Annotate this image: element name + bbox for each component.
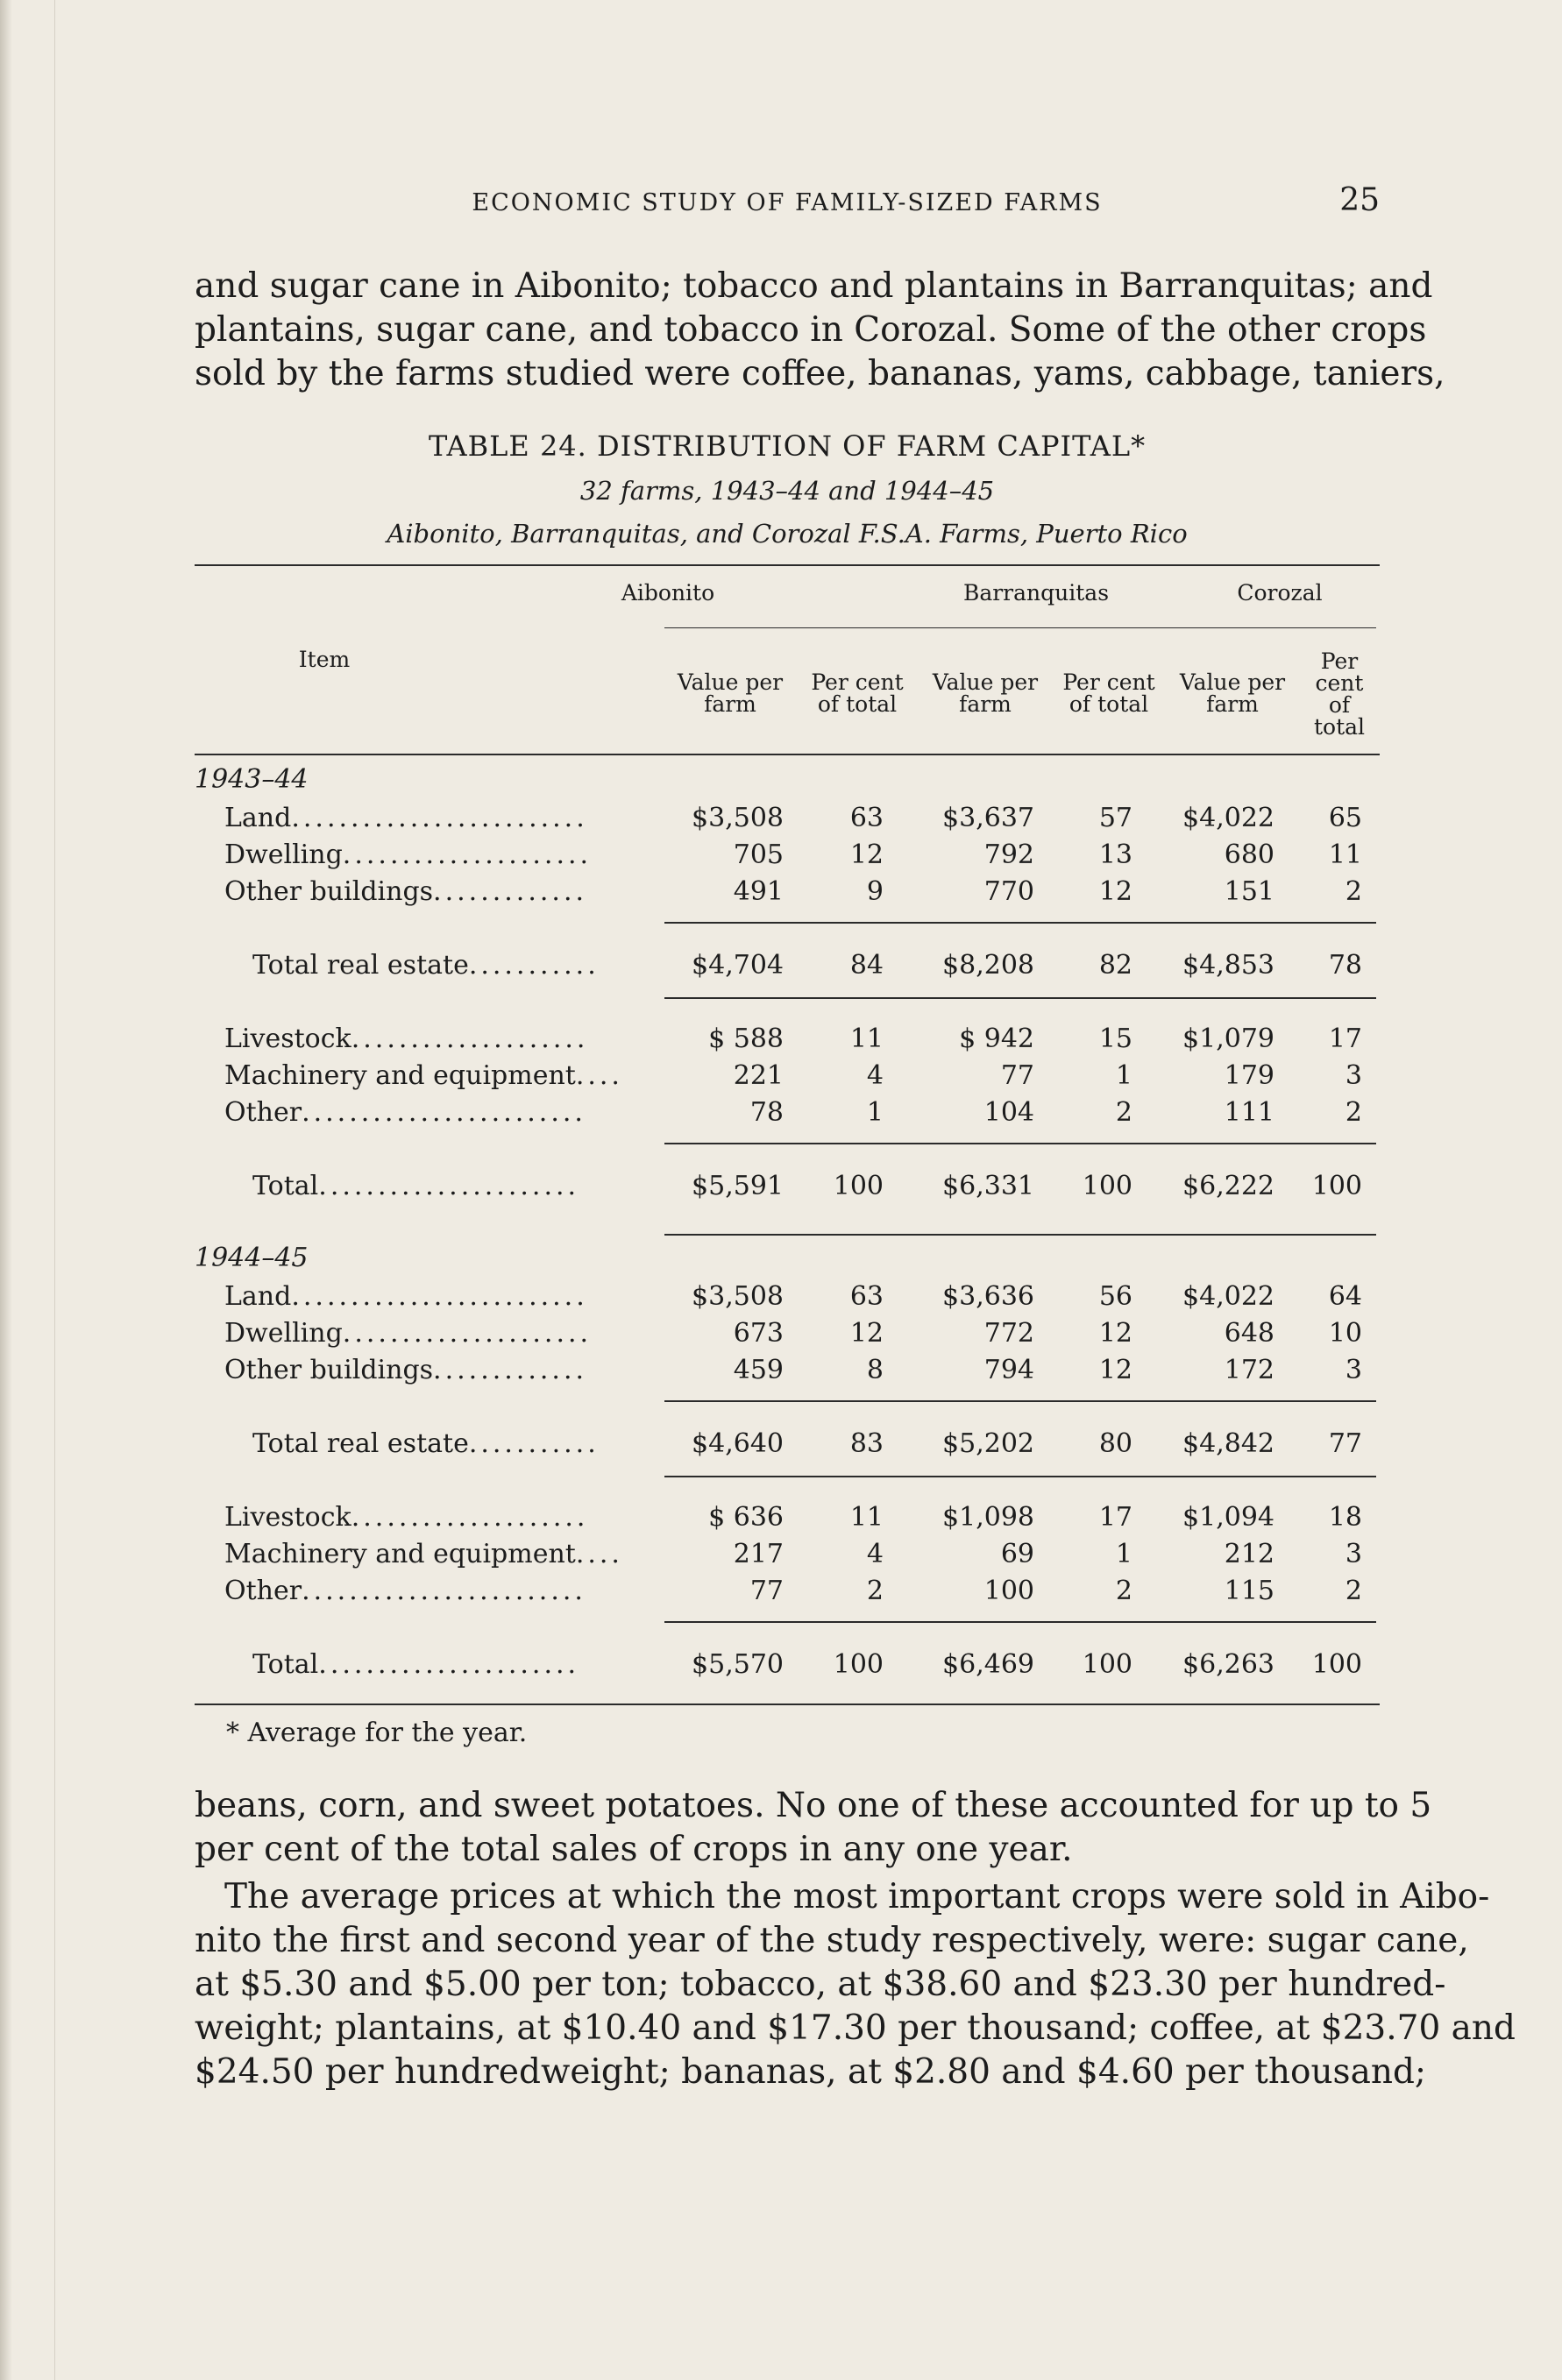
leader-dots: .... <box>575 1060 623 1091</box>
table-cell: 1 <box>866 1097 884 1128</box>
table-row <box>195 838 1380 873</box>
table-cell: $6,263 <box>1182 1649 1274 1680</box>
leader-dots: ........... <box>468 950 600 981</box>
table-cell: 217 <box>733 1539 784 1569</box>
page-number: 25 <box>1339 182 1380 218</box>
table-cell: 10 <box>1328 1318 1362 1349</box>
table-row <box>195 1574 1380 1609</box>
table-cell: 100 <box>1311 1171 1362 1201</box>
table-row <box>195 1022 1380 1057</box>
table-cell: 11 <box>849 1502 884 1533</box>
table-cell: 111 <box>1224 1097 1274 1128</box>
table-cell: 2 <box>1345 1576 1362 1606</box>
row-label <box>252 1647 579 1682</box>
table-row <box>195 1353 1380 1388</box>
section-year-label: 1944–45 <box>195 1243 309 1273</box>
table-cell: 9 <box>866 876 884 907</box>
table-cell: $4,842 <box>1182 1428 1274 1459</box>
table-cell: $6,331 <box>942 1171 1034 1201</box>
leader-dots: ..................... <box>342 839 593 870</box>
subtotal-rule <box>664 1400 1376 1402</box>
row-label-text: Total <box>252 1171 319 1201</box>
table-cell: 673 <box>733 1318 784 1349</box>
table-cell: 1 <box>1115 1539 1132 1569</box>
row-label <box>224 838 592 873</box>
table-title: TABLE 24. DISTRIBUTION OF FARM CAPITAL* <box>428 429 1147 463</box>
subtotal-rule <box>664 922 1376 924</box>
running-head <box>195 182 1380 224</box>
header-bottom-rule <box>195 754 1380 755</box>
leader-dots: ......................... <box>291 803 588 833</box>
table-cell: 65 <box>1328 803 1362 833</box>
table-cell: 2 <box>866 1576 884 1606</box>
table-cell: 56 <box>1098 1281 1132 1312</box>
table-cell: 12 <box>849 839 884 870</box>
table-cell: 83 <box>849 1428 884 1459</box>
table-cell: 78 <box>1328 950 1362 981</box>
table-cell: 12 <box>1098 1318 1132 1349</box>
col-header-pct-corozal: Per cent of total <box>1313 648 1366 740</box>
group-label: Aibonito <box>621 580 715 606</box>
table-row <box>195 1169 1380 1204</box>
table-cell: 3 <box>1345 1539 1362 1569</box>
leader-dots: ............. <box>433 876 588 907</box>
section-separator-rule <box>664 1234 1376 1236</box>
table-cell: 1 <box>1115 1060 1132 1091</box>
leader-dots: ........... <box>468 1428 600 1459</box>
table-cell: 12 <box>1098 876 1132 907</box>
row-label-text: Other buildings <box>224 876 434 907</box>
leader-dots: ............. <box>433 1355 588 1385</box>
table-cell: 179 <box>1224 1060 1274 1091</box>
table-cell: $ 942 <box>959 1024 1034 1054</box>
text-line: $24.50 per hundredweight; bananas, at $2.80 and $4.60 per thousand; <box>195 2052 1427 2092</box>
table-cell: $5,591 <box>692 1171 784 1201</box>
table-row <box>195 1059 1380 1094</box>
page-edge-shadow <box>0 0 12 2380</box>
text-line: weight; plantains, at $10.40 and $17.30 per thousand; coffee, at $23.70 and <box>195 2008 1516 2048</box>
row-label <box>224 1537 623 1572</box>
table-cell: 100 <box>1311 1649 1362 1680</box>
table-footnote: * Average for the year. <box>226 1718 528 1748</box>
table-cell: 770 <box>983 876 1034 907</box>
table-cell: 12 <box>1098 1355 1132 1385</box>
table-subtitle: 32 farms, 1943–44 and 1944–45 <box>579 476 995 506</box>
table-cell: 792 <box>983 839 1034 870</box>
table-cell: 212 <box>1224 1539 1274 1569</box>
table-cell: $5,202 <box>942 1428 1034 1459</box>
table-cell: $4,022 <box>1182 803 1274 833</box>
table-cell: $1,094 <box>1182 1502 1274 1533</box>
table-cell: $ 588 <box>708 1024 784 1054</box>
table-bottom-rule <box>195 1704 1380 1705</box>
col-header-pct-barranquitas: Per cent of total <box>1062 669 1155 717</box>
row-label <box>224 1574 586 1609</box>
table-row <box>195 801 1380 836</box>
row-label-text: Land <box>224 1281 292 1312</box>
table-row <box>195 1537 1380 1572</box>
table-row <box>195 1427 1380 1462</box>
row-label <box>224 801 588 836</box>
table-cell: 17 <box>1098 1502 1132 1533</box>
row-label <box>224 1022 588 1057</box>
col-header-value-corozal: Value per farm <box>1179 669 1286 717</box>
col-header-value-barranquitas: Value per farm <box>932 669 1039 717</box>
table-cell: $6,469 <box>942 1649 1034 1680</box>
row-label-text: Dwelling <box>224 839 343 870</box>
table-cell: 77 <box>1000 1060 1034 1091</box>
text-line: per cent of the total sales of crops in any one year. <box>195 1830 1073 1869</box>
table-cell: 100 <box>1082 1649 1132 1680</box>
text-line: and sugar cane in Aibonito; tobacco and plantains in Barranquitas; and <box>195 266 1433 306</box>
row-label <box>224 1316 592 1351</box>
row-label-text: Other <box>224 1576 302 1606</box>
table-cell: $4,022 <box>1182 1281 1274 1312</box>
leader-dots: ..................... <box>342 1318 593 1349</box>
leader-dots: ........................ <box>302 1576 586 1606</box>
row-label <box>224 1059 623 1094</box>
table-cell: 18 <box>1328 1502 1362 1533</box>
table-cell: $1,098 <box>942 1502 1034 1533</box>
leader-dots: .... <box>575 1539 623 1569</box>
row-label-text: Machinery and equipment <box>224 1539 576 1569</box>
table-cell: 78 <box>749 1097 784 1128</box>
table-cell: 100 <box>833 1171 884 1201</box>
table-subtitle-locations: Aibonito, Barranquitas, and Corozal F.S.A. Farms, Puerto Rico <box>387 519 1188 549</box>
row-label <box>252 1427 600 1462</box>
table-cell: 772 <box>983 1318 1034 1349</box>
text-line: sold by the farms studied were coffee, bananas, yams, cabbage, taniers, <box>195 354 1445 393</box>
table-cell: 459 <box>733 1355 784 1385</box>
leader-dots: .................... <box>351 1502 589 1533</box>
table-cell: 11 <box>849 1024 884 1054</box>
col-header-value-aibonito: Value per farm <box>677 669 784 717</box>
table-top-rule <box>195 564 1380 566</box>
row-label-text: Machinery and equipment <box>224 1060 576 1091</box>
table-cell: 13 <box>1098 839 1132 870</box>
table-cell: 17 <box>1328 1024 1362 1054</box>
table-cell: 3 <box>1345 1355 1362 1385</box>
table-cell: $1,079 <box>1182 1024 1274 1054</box>
table-cell: 8 <box>866 1355 884 1385</box>
table-cell: 705 <box>733 839 784 870</box>
table-cell: 221 <box>733 1060 784 1091</box>
table-cell: 172 <box>1224 1355 1274 1385</box>
table-cell: 2 <box>1115 1097 1132 1128</box>
table-cell: $3,508 <box>692 803 784 833</box>
table-cell: 12 <box>849 1318 884 1349</box>
subtotal-rule <box>664 1143 1376 1144</box>
leader-dots: ...................... <box>318 1171 580 1201</box>
row-label <box>252 1169 579 1204</box>
table-cell: 680 <box>1224 839 1274 870</box>
running-title: ECONOMIC STUDY OF FAMILY-SIZED FARMS <box>472 189 1103 216</box>
table-cell: 11 <box>1328 839 1362 870</box>
table-cell: 100 <box>983 1576 1034 1606</box>
row-label-text: Land <box>224 803 292 833</box>
table-cell: 77 <box>749 1576 784 1606</box>
table-row <box>195 1316 1380 1351</box>
table-cell: 151 <box>1224 876 1274 907</box>
table-cell: 104 <box>983 1097 1034 1128</box>
table-cell: $6,222 <box>1182 1171 1274 1201</box>
group-label: Corozal <box>1237 580 1323 606</box>
after-table-paragraph <box>195 1784 1432 1872</box>
row-label <box>224 1353 587 1388</box>
text-line: at $5.30 and $5.00 per ton; tobacco, at $38.60 and $23.30 per hundred- <box>195 1965 1446 2004</box>
row-label-text: Total real estate <box>252 950 469 981</box>
col-header-pct-aibonito: Per cent of total <box>811 669 904 717</box>
table-cell: 491 <box>733 876 784 907</box>
subtotal-rule <box>664 997 1376 999</box>
group-label: Barranquitas <box>962 580 1110 606</box>
page-fold-line <box>54 0 55 2380</box>
table-cell: 64 <box>1328 1281 1362 1312</box>
table-cell: 4 <box>866 1060 884 1091</box>
leader-dots: ......................... <box>291 1281 588 1312</box>
row-label <box>224 875 587 910</box>
table-row <box>195 948 1380 983</box>
row-label-text: Other buildings <box>224 1355 434 1385</box>
table-cell: $3,637 <box>942 803 1034 833</box>
table-cell: 15 <box>1098 1024 1132 1054</box>
intro-paragraph <box>195 265 1445 396</box>
table-cell: 100 <box>833 1649 884 1680</box>
table-row <box>195 1647 1380 1682</box>
table-cell: $3,636 <box>942 1281 1034 1312</box>
leader-dots: ........................ <box>302 1097 586 1128</box>
table-row <box>195 1095 1380 1130</box>
table-cell: 100 <box>1082 1171 1132 1201</box>
text-line: nito the first and second year of the study respectively, were: sugar cane, <box>195 1921 1469 1960</box>
section-year-label: 1943–44 <box>195 764 309 795</box>
table-row <box>195 1279 1380 1314</box>
table-cell: 115 <box>1224 1576 1274 1606</box>
table-cell: $4,640 <box>692 1428 784 1459</box>
table-cell: $8,208 <box>942 950 1034 981</box>
leader-dots: .................... <box>351 1024 589 1054</box>
row-label <box>224 1500 588 1535</box>
table-cell: $4,704 <box>692 950 784 981</box>
table-cell: 2 <box>1345 876 1362 907</box>
table-cell: 4 <box>866 1539 884 1569</box>
table-cell: 57 <box>1098 803 1132 833</box>
table-cell: $ 636 <box>708 1502 784 1533</box>
table-cell: 69 <box>1000 1539 1034 1569</box>
row-label <box>252 948 600 983</box>
table-cell: $3,508 <box>692 1281 784 1312</box>
row-label-text: Livestock <box>224 1024 351 1054</box>
row-label-text: Livestock <box>224 1502 351 1533</box>
table-cell: 648 <box>1224 1318 1274 1349</box>
prices-paragraph <box>195 1875 1516 2094</box>
subtotal-rule <box>664 1476 1376 1477</box>
table-cell: 63 <box>849 803 884 833</box>
subtotal-rule <box>664 1621 1376 1623</box>
table-cell: 3 <box>1345 1060 1362 1091</box>
text-line: beans, corn, and sweet potatoes. No one of these accounted for up to 5 <box>195 1786 1432 1825</box>
text-line: plantains, sugar cane, and tobacco in Corozal. Some of the other crops <box>195 310 1427 350</box>
row-label-text: Other <box>224 1097 302 1128</box>
group-header-rule <box>664 627 1376 628</box>
row-label-text: Dwelling <box>224 1318 343 1349</box>
text-line: The average prices at which the most important crops were sold in Aibo- <box>224 1877 1490 1916</box>
table-cell: 794 <box>983 1355 1034 1385</box>
table-cell: $5,570 <box>692 1649 784 1680</box>
table-row <box>195 1500 1380 1535</box>
table-cell: 2 <box>1115 1576 1132 1606</box>
row-label-text: Total <box>252 1649 319 1680</box>
table-cell: 2 <box>1345 1097 1362 1128</box>
row-label-text: Total real estate <box>252 1428 469 1459</box>
table-cell: $4,853 <box>1182 950 1274 981</box>
table-cell: 63 <box>849 1281 884 1312</box>
table-cell: 84 <box>849 950 884 981</box>
farm-capital-table <box>195 568 1380 1721</box>
row-label <box>224 1279 588 1314</box>
table-cell: 80 <box>1098 1428 1132 1459</box>
row-label <box>224 1095 586 1130</box>
table-cell: 77 <box>1328 1428 1362 1459</box>
item-column-header: Item <box>298 647 351 672</box>
table-cell: 82 <box>1098 950 1132 981</box>
table-row <box>195 875 1380 910</box>
leader-dots: ...................... <box>318 1649 580 1680</box>
